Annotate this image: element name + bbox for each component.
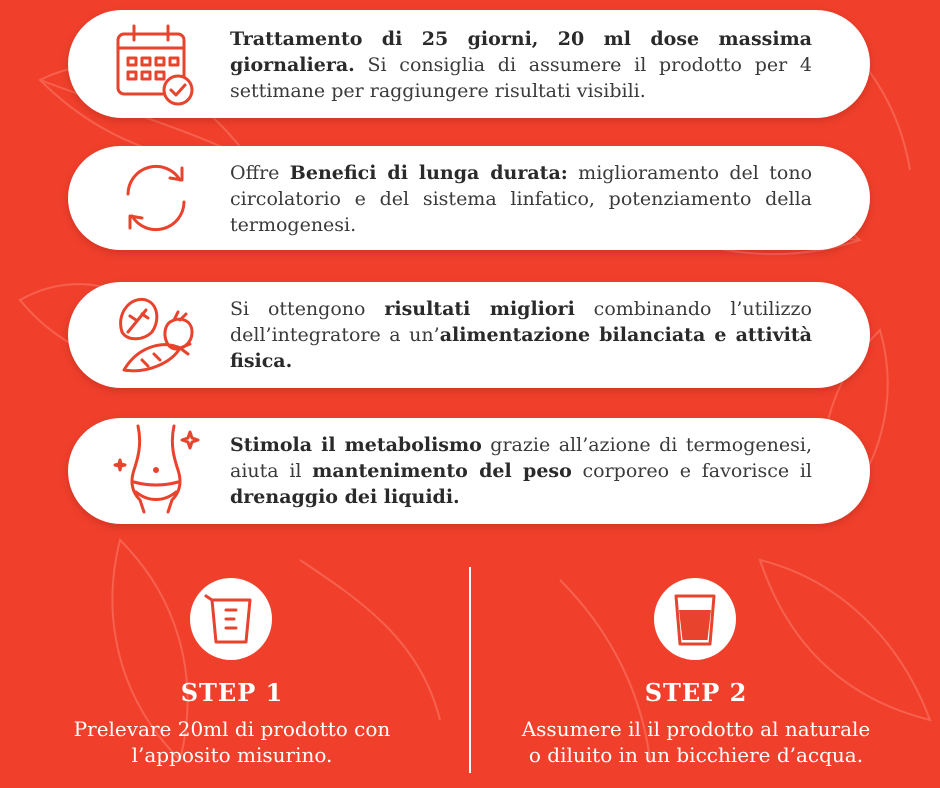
step-divider: [469, 567, 471, 773]
card-text-treatment: Trattamento di 25 giorni, 20 ml dose massima giornaliera. Si consiglia di assumere il prodotto per 4 settimane per raggiungere risultati visibili.: [230, 28, 812, 102]
water-glass-icon: [654, 578, 736, 660]
info-card-metabolism: [68, 418, 870, 524]
step-2-description: Assumere il il prodotto al naturale o diluito in un bicchiere d’acqua.: [521, 717, 871, 767]
card-text-benefits: Offre Benefici di lunga durata: miglioramento del tono circolatorio e del sistema linfatico, potenziamento della termogenesi.: [230, 162, 813, 236]
step-1-title: STEP 1: [180, 678, 284, 707]
step-2-icon-circle: [654, 578, 736, 660]
step-1-description: Prelevare 20ml di prodotto con l’apposito misurino.: [73, 717, 391, 767]
info-card-benefits: [68, 146, 870, 250]
refresh-cycle-icon: [108, 150, 204, 246]
slim-body-icon: [108, 420, 204, 516]
info-card-results: [68, 282, 870, 388]
measuring-cup-icon: [190, 578, 272, 660]
calendar-check-icon: [108, 16, 204, 112]
step-1-icon-circle: [190, 578, 272, 660]
card-text-results: Si ottengono risultati migliori combinando l’utilizzo dell’integratore a un’alimentazione bilanciata e attività fisica.: [230, 298, 812, 372]
vegetables-fruit-icon: [108, 286, 204, 382]
card-text-metabolism: Stimola il metabolismo grazie all’azione di termogenesi, aiuta il mantenimento del peso corporeo e favorisce il drenaggio dei liquidi.: [230, 434, 812, 508]
step-2-title: STEP 2: [644, 678, 748, 707]
info-card-treatment: [68, 10, 870, 118]
